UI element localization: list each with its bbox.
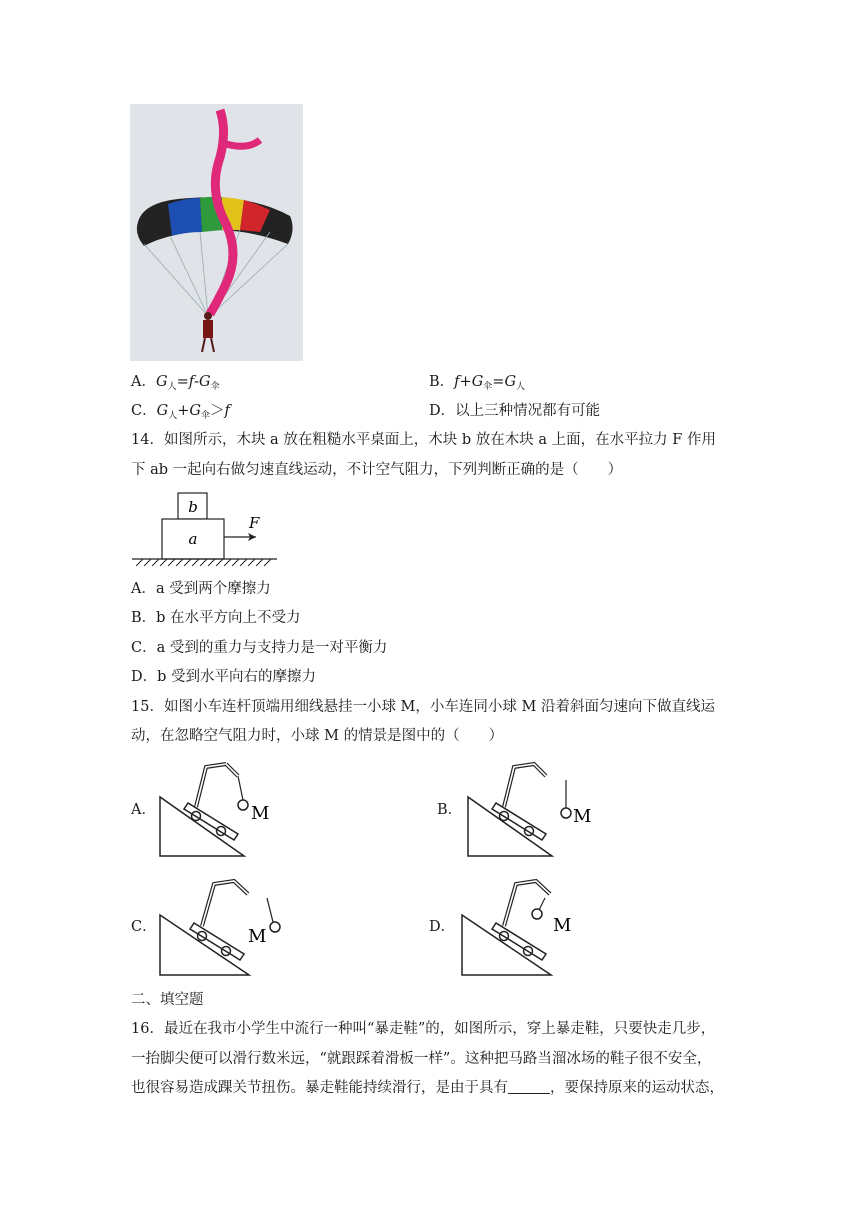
ball-label-a: M	[251, 803, 270, 824]
q15-stem-line1: 15．如图小车连杆顶端用细线悬挂一小球 M，小车连同小球 M 沿着斜面匀速向下做直线运	[131, 699, 715, 715]
q14-stem-line2: 下 ab 一起向右做匀速直线运动，不计空气阻力，下列判断正确的是（ ）	[131, 462, 623, 478]
q16-stem-line1: 16．最近在我市小学生中流行一种叫“暴走鞋”的，如图所示，穿上暴走鞋，只要快走几步，	[131, 1021, 716, 1037]
q13-option-d: D．以上三种情况都有可能	[429, 403, 601, 419]
q14-stem-line1: 14．如图所示，木块 a 放在粗糙水平桌面上，木块 b 放在木块 a 上面，在水平拉力 F 作用	[131, 432, 716, 448]
q15-figure-b	[466, 760, 596, 864]
answer-blank[interactable]	[508, 1079, 550, 1094]
force-label: F	[249, 514, 260, 532]
parachute-photo	[130, 104, 303, 361]
q14-option-b: B．b 在水平方向上不受力	[131, 610, 301, 626]
q16-stem-line2: 一抬脚尖便可以滑行数米远，“就跟踩着滑板一样”。这种把马路当溜冰场的鞋子很不安全，	[131, 1051, 712, 1067]
q14-option-d: D．b 受到水平向右的摩擦力	[131, 669, 317, 685]
q13-option-b: B．$f+G_伞=G_人$	[429, 374, 526, 392]
q14-option-c: C．a 受到的重力与支持力是一对平衡力	[131, 640, 388, 656]
q14-option-a: A．a 受到两个摩擦力	[131, 581, 271, 597]
q15-label-c: C．	[131, 919, 157, 935]
q13-option-c: C．$G_人+G_伞>f$	[131, 403, 230, 421]
q15-label-b: B．	[437, 802, 463, 818]
block-a-label: a	[188, 530, 198, 548]
q16-stem-line3: 也很容易造成踝关节扭伤。暴走鞋能持续滑行，是由于具有 ，要保持原来的运动状态，	[131, 1080, 724, 1096]
ball-label-d: M	[553, 915, 572, 936]
ball-label-c: M	[248, 926, 267, 947]
q15-label-a: A．	[131, 802, 156, 818]
section-fill-in-title: 二、填空题	[131, 992, 204, 1008]
q15-figure-a	[158, 760, 288, 864]
q15-figure-c	[158, 876, 288, 982]
q14-figure	[132, 490, 277, 574]
q15-stem-line2: 动，在忽略空气阻力时，小球 M 的情景是图中的（ ）	[131, 728, 504, 744]
q15-figure-d	[460, 876, 590, 982]
block-b-label: b	[188, 498, 198, 516]
q13-option-d-text: 以上三种情况都有可能	[455, 403, 601, 419]
ball-label-b: M	[573, 806, 592, 827]
q13-option-a: A．$G_人=f-G_伞$	[131, 374, 220, 392]
q15-label-d: D．	[429, 919, 456, 935]
